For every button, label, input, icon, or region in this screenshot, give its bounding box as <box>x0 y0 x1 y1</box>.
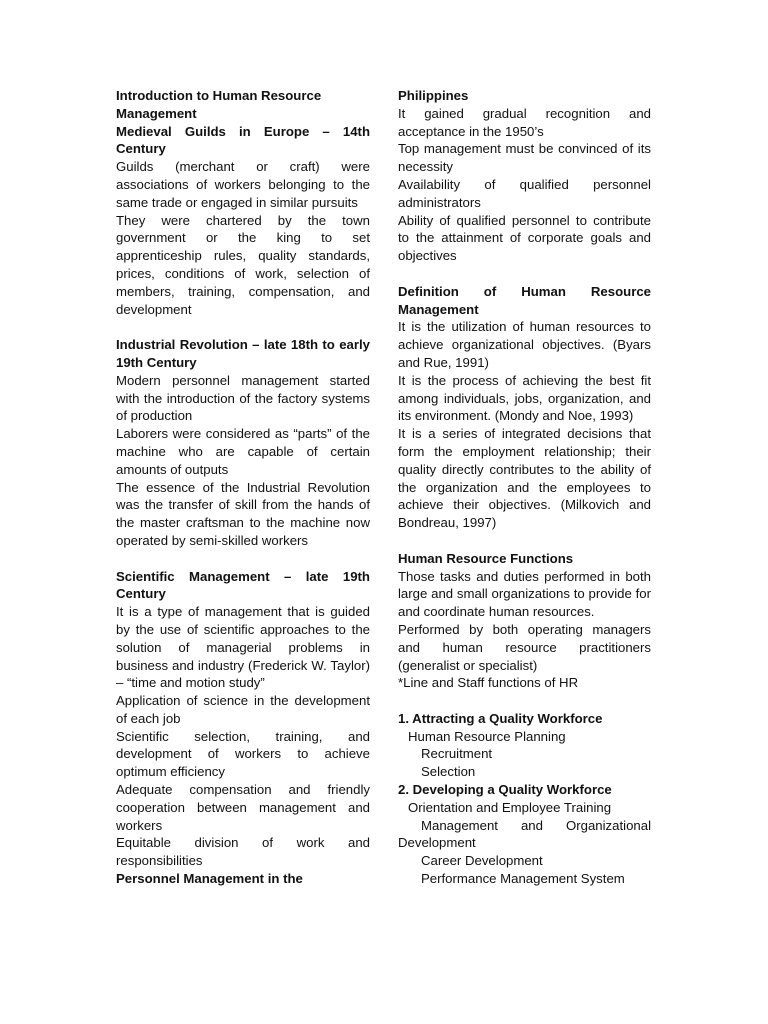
paragraph: Those tasks and duties performed in both large and small organizations to provide for and coordinate human resources. <box>398 568 651 620</box>
list-item-attracting-workforce: 1. Attracting a Quality Workforce <box>398 710 603 726</box>
paragraph: The essence of the Industrial Revolution was the transfer of skill from the hands of the master craftsman to the machine now operated by semi-skilled workers <box>116 479 370 548</box>
right-column <box>398 87 651 888</box>
sub-sub-item: Recruitment <box>421 746 493 762</box>
paragraph: It is the utilization of human resources to achieve organizational objectives. (Byars and Rue, 1991) <box>398 319 651 370</box>
paragraph: They were chartered by the town government or the king to set apprenticeship rules, quality standards, prices, conditions of work, selection of members, training, compensation, and development <box>116 212 370 317</box>
paragraph: Modern personnel management started with the introduction of the factory systems of production <box>116 372 370 424</box>
section-heading-continued-philippines: Philippines <box>398 88 469 103</box>
list-item-developing-workforce: 2. Developing a Quality Workforce <box>398 782 612 798</box>
sub-item: Orientation and Employee Training <box>408 799 612 815</box>
paragraph: Performed by both operating managers and human resource practitioners (generalist or specialist) <box>398 621 651 673</box>
paragraph: Ability of qualified personnel to contribute to the attainment of corporate goals and objectives <box>398 212 651 264</box>
note-line-staff: *Line and Staff functions of HR <box>398 675 579 691</box>
section-heading-hr-functions: Human Resource Functions <box>398 550 574 566</box>
section-heading-personnel-management: Personnel Management in the <box>116 871 303 887</box>
left-column <box>116 87 370 888</box>
paragraph: It is a type of management that is guided by the use of scientific approaches to the solution of managerial problems in business and industry (Frederick W. Taylor) – “time and motion study” <box>116 604 370 691</box>
section-heading-scientific-management: Scientific Management – late 19th Century <box>116 568 370 602</box>
paragraph: Guilds (merchant or craft) were associations of workers belonging to the same trade or engaged in similar pursuits <box>116 159 370 210</box>
sub-sub-item: Career Development <box>421 853 543 869</box>
document-title: Introduction to Human Resource Management <box>116 88 322 121</box>
section-heading-industrial-revolution: Industrial Revolution – late 18th to early 19th Century <box>116 337 370 370</box>
paragraph: Application of science in the development of each job <box>116 693 370 726</box>
section-heading-medieval-guilds: Medieval Guilds in Europe – 14th Century <box>116 123 370 157</box>
sub-sub-item: Selection <box>421 764 476 780</box>
section-heading-definition: Definition of Human Resource Management <box>398 283 651 317</box>
paragraph: Adequate compensation and friendly cooperation between management and workers <box>116 782 370 833</box>
paragraph: It is the process of achieving the best fit among individuals, jobs, organization, and its environment. (Mondy and Noe, 1993) <box>398 372 651 424</box>
paragraph: Availability of qualified personnel administrators <box>398 176 651 210</box>
sub-item: Human Resource Planning <box>408 728 566 744</box>
paragraph: Top management must be convinced of its necessity <box>398 141 651 175</box>
paragraph: It is a series of integrated decisions that form the employment relationship; their quality directly contributes to the ability of the organization and the employees to achieve their objectives. (Milkovich and Bondreau, 1997) <box>398 426 651 531</box>
paragraph: Laborers were considered as “parts” of the machine who are capable of certain amounts of outputs <box>116 426 370 477</box>
sub-sub-item: Management and Organizational Development <box>398 817 651 851</box>
sub-sub-item: Performance Management System <box>421 871 625 887</box>
paragraph: Equitable division of work and responsibilities <box>116 835 370 869</box>
paragraph: It gained gradual recognition and acceptance in the 1950’s <box>398 105 651 139</box>
paragraph: Scientific selection, training, and development of workers to achieve optimum efficiency <box>116 728 370 780</box>
